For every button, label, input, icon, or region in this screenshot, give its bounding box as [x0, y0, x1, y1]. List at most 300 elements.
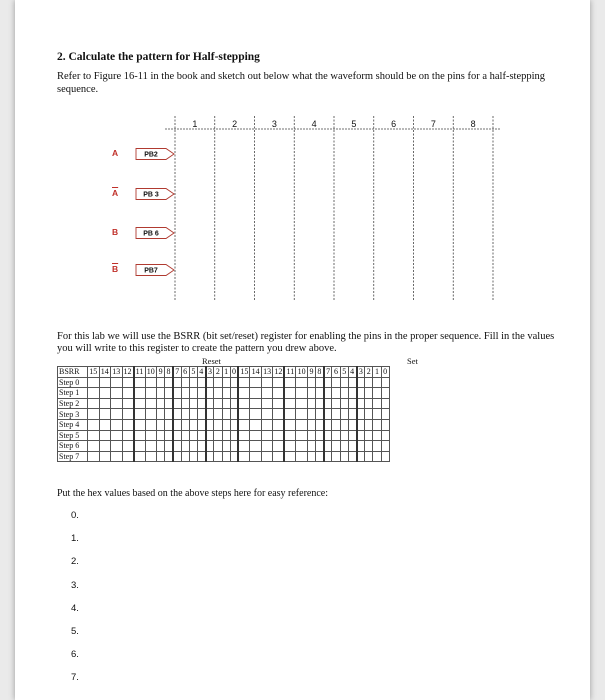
- bsrr-bit-cell[interactable]: [373, 377, 381, 388]
- bsrr-bit-cell[interactable]: [261, 377, 273, 388]
- bsrr-bit-cell[interactable]: [365, 419, 373, 430]
- bsrr-bit-cell[interactable]: [340, 419, 348, 430]
- bsrr-bit-cell[interactable]: [206, 451, 214, 462]
- bsrr-bit-cell[interactable]: [157, 377, 165, 388]
- timing-column-number: 6: [391, 119, 397, 129]
- bsrr-bit-cell[interactable]: [145, 441, 157, 452]
- bsrr-bit-cell[interactable]: [316, 398, 324, 409]
- bsrr-bit-cell[interactable]: [340, 377, 348, 388]
- bsrr-bit-cell[interactable]: [296, 388, 308, 399]
- bsrr-bit-cell[interactable]: [238, 398, 250, 409]
- bsrr-bit-header: 5: [189, 367, 197, 378]
- bsrr-bit-cell[interactable]: [261, 441, 273, 452]
- bsrr-bit-cell[interactable]: [381, 398, 389, 409]
- bsrr-bit-cell[interactable]: [197, 430, 205, 441]
- bsrr-bit-cell[interactable]: [214, 430, 222, 441]
- bsrr-bit-cell[interactable]: [173, 398, 181, 409]
- bsrr-bit-header: 4: [197, 367, 205, 378]
- bsrr-bit-cell[interactable]: [165, 388, 173, 399]
- bsrr-bit-cell[interactable]: [316, 441, 324, 452]
- bsrr-bit-cell[interactable]: [230, 419, 238, 430]
- bsrr-bit-header: 11: [134, 367, 146, 378]
- bsrr-bit-cell[interactable]: [134, 377, 146, 388]
- bsrr-bit-cell[interactable]: [296, 441, 308, 452]
- bsrr-bit-cell[interactable]: [111, 409, 123, 420]
- bsrr-bit-header: 3: [357, 367, 365, 378]
- bsrr-bit-cell[interactable]: [206, 409, 214, 420]
- hex-list: [71, 510, 79, 696]
- bsrr-description: For this lab we will use the BSRR (bit set/reset) register for enabling the pins in the proper sequence. Fill in the values you will write to this register to create the pattern you drew above.: [57, 331, 555, 354]
- bsrr-bit-cell[interactable]: [340, 441, 348, 452]
- bsrr-bit-cell[interactable]: [373, 388, 381, 399]
- bsrr-bit-cell[interactable]: [222, 398, 230, 409]
- bsrr-bit-cell[interactable]: [230, 451, 238, 462]
- bsrr-bit-cell[interactable]: [111, 430, 123, 441]
- bsrr-bit-cell[interactable]: [122, 419, 134, 430]
- bsrr-bit-cell[interactable]: [189, 441, 197, 452]
- bsrr-bit-cell[interactable]: [206, 441, 214, 452]
- bsrr-bit-cell[interactable]: [88, 430, 100, 441]
- bsrr-bit-cell[interactable]: [181, 441, 189, 452]
- bsrr-bit-cell[interactable]: [324, 430, 332, 441]
- bsrr-bit-cell[interactable]: [230, 377, 238, 388]
- bsrr-bit-cell[interactable]: [332, 398, 340, 409]
- bsrr-bit-cell[interactable]: [238, 430, 250, 441]
- bsrr-bit-cell[interactable]: [250, 451, 262, 462]
- hex-list-item: 7.: [71, 672, 79, 684]
- bsrr-bit-cell[interactable]: [122, 451, 134, 462]
- bsrr-bit-cell[interactable]: [365, 398, 373, 409]
- bsrr-bit-cell[interactable]: [181, 430, 189, 441]
- bsrr-bit-cell[interactable]: [189, 377, 197, 388]
- bsrr-bit-cell[interactable]: [99, 451, 111, 462]
- bsrr-bit-cell[interactable]: [230, 398, 238, 409]
- bsrr-step-row: [58, 388, 390, 399]
- bsrr-bit-cell[interactable]: [348, 430, 356, 441]
- bsrr-bit-cell[interactable]: [284, 388, 296, 399]
- bsrr-bit-cell[interactable]: [145, 377, 157, 388]
- bsrr-bit-header: 14: [251, 367, 260, 377]
- bsrr-bit-cell[interactable]: [284, 430, 296, 441]
- bsrr-bit-cell[interactable]: [357, 388, 365, 399]
- bsrr-corner-label: BSRR: [58, 367, 88, 378]
- bsrr-bit-cell[interactable]: [316, 451, 324, 462]
- bsrr-bit-cell[interactable]: [348, 377, 356, 388]
- bsrr-bit-cell[interactable]: [122, 398, 134, 409]
- bsrr-bit-cell[interactable]: [238, 441, 250, 452]
- bsrr-bit-cell[interactable]: [373, 451, 381, 462]
- bsrr-bit-cell[interactable]: [99, 377, 111, 388]
- bsrr-bit-cell[interactable]: [273, 430, 285, 441]
- bsrr-bit-cell[interactable]: [357, 430, 365, 441]
- bsrr-bit-cell[interactable]: [340, 388, 348, 399]
- bsrr-bit-header: 10: [146, 367, 155, 377]
- bsrr-bit-cell[interactable]: [165, 398, 173, 409]
- bsrr-bit-cell[interactable]: [238, 388, 250, 399]
- bsrr-bit-cell[interactable]: [273, 398, 285, 409]
- bsrr-bit-cell[interactable]: [332, 409, 340, 420]
- pin-tag-label: PB 6: [143, 230, 159, 238]
- bsrr-bit-cell[interactable]: [273, 419, 285, 430]
- bsrr-bit-cell[interactable]: [173, 388, 181, 399]
- bsrr-bit-cell[interactable]: [99, 419, 111, 430]
- bsrr-bit-cell[interactable]: [157, 419, 165, 430]
- bsrr-bit-cell[interactable]: [181, 409, 189, 420]
- bsrr-bit-cell[interactable]: [214, 409, 222, 420]
- bsrr-bit-cell[interactable]: [189, 430, 197, 441]
- bsrr-bit-cell[interactable]: [332, 388, 340, 399]
- bsrr-bit-cell[interactable]: [88, 398, 100, 409]
- bsrr-bit-header: 1: [222, 367, 230, 378]
- bsrr-bit-cell[interactable]: [332, 419, 340, 430]
- bsrr-bit-cell[interactable]: [324, 419, 332, 430]
- bsrr-bit-cell[interactable]: [222, 441, 230, 452]
- bsrr-bit-cell[interactable]: [284, 398, 296, 409]
- bsrr-bit-cell[interactable]: [157, 388, 165, 399]
- bsrr-bit-cell[interactable]: [134, 441, 146, 452]
- bsrr-bit-cell[interactable]: [222, 451, 230, 462]
- bsrr-bit-cell[interactable]: [296, 377, 308, 388]
- bsrr-bit-cell[interactable]: [348, 441, 356, 452]
- bsrr-bit-cell[interactable]: [173, 377, 181, 388]
- bsrr-bit-cell[interactable]: [250, 409, 262, 420]
- bsrr-bit-cell[interactable]: [157, 409, 165, 420]
- bsrr-bit-cell[interactable]: [197, 388, 205, 399]
- bsrr-bit-cell[interactable]: [340, 451, 348, 462]
- bsrr-bit-cell[interactable]: [365, 388, 373, 399]
- bsrr-bit-cell[interactable]: [181, 419, 189, 430]
- signal-name: A: [112, 148, 119, 158]
- bsrr-bit-cell[interactable]: [365, 409, 373, 420]
- bsrr-bit-cell[interactable]: [324, 441, 332, 452]
- bsrr-bit-cell[interactable]: [273, 451, 285, 462]
- bsrr-bit-cell[interactable]: [88, 451, 100, 462]
- bsrr-bit-cell[interactable]: [99, 430, 111, 441]
- bsrr-bit-cell[interactable]: [181, 377, 189, 388]
- bsrr-bit-cell[interactable]: [357, 419, 365, 430]
- bsrr-bit-cell[interactable]: [261, 388, 273, 399]
- bsrr-bit-cell[interactable]: [381, 419, 389, 430]
- pin-tag: [136, 228, 174, 239]
- bsrr-bit-cell[interactable]: [189, 451, 197, 462]
- bsrr-bit-cell[interactable]: [307, 419, 315, 430]
- bsrr-bit-cell[interactable]: [214, 419, 222, 430]
- bsrr-bit-cell[interactable]: [307, 377, 315, 388]
- bsrr-bit-cell[interactable]: [273, 409, 285, 420]
- bsrr-bit-cell[interactable]: [261, 409, 273, 420]
- bsrr-bit-cell[interactable]: [365, 377, 373, 388]
- bsrr-bit-cell[interactable]: [250, 419, 262, 430]
- bsrr-bit-cell[interactable]: [111, 398, 123, 409]
- bsrr-bit-cell[interactable]: [134, 398, 146, 409]
- bsrr-bit-cell[interactable]: [145, 398, 157, 409]
- bsrr-bit-cell[interactable]: [197, 377, 205, 388]
- bsrr-bit-cell[interactable]: [88, 409, 100, 420]
- bsrr-bit-cell[interactable]: [324, 451, 332, 462]
- bsrr-bit-cell[interactable]: [165, 430, 173, 441]
- bsrr-bit-cell[interactable]: [316, 419, 324, 430]
- bsrr-bit-cell[interactable]: [250, 430, 262, 441]
- bsrr-bit-cell[interactable]: [111, 419, 123, 430]
- bsrr-bit-cell[interactable]: [332, 430, 340, 441]
- bsrr-bit-cell[interactable]: [145, 451, 157, 462]
- bsrr-step-label: Step 6: [58, 441, 88, 452]
- bsrr-bit-cell[interactable]: [88, 441, 100, 452]
- bsrr-bit-cell[interactable]: [348, 451, 356, 462]
- bsrr-bit-cell[interactable]: [332, 451, 340, 462]
- bsrr-bit-cell[interactable]: [197, 398, 205, 409]
- hex-list-item: 3.: [71, 579, 79, 591]
- bsrr-bit-cell[interactable]: [324, 388, 332, 399]
- bsrr-bit-cell[interactable]: [261, 398, 273, 409]
- bsrr-bit-cell[interactable]: [250, 398, 262, 409]
- bsrr-bit-cell[interactable]: [373, 409, 381, 420]
- bsrr-bit-cell[interactable]: [381, 377, 389, 388]
- bsrr-step-label: Step 3: [58, 409, 88, 420]
- bsrr-bit-cell[interactable]: [273, 441, 285, 452]
- bsrr-bit-cell[interactable]: [238, 451, 250, 462]
- bsrr-bit-cell[interactable]: [206, 398, 214, 409]
- bsrr-bit-cell[interactable]: [307, 430, 315, 441]
- bsrr-bit-header: 4: [348, 367, 356, 378]
- bsrr-bit-cell[interactable]: [145, 419, 157, 430]
- bsrr-bit-header: 5: [340, 367, 348, 378]
- bsrr-bit-cell[interactable]: [324, 377, 332, 388]
- bsrr-bit-cell[interactable]: [357, 451, 365, 462]
- bsrr-bit-cell[interactable]: [122, 430, 134, 441]
- bsrr-bit-cell[interactable]: [261, 430, 273, 441]
- bsrr-bit-cell[interactable]: [365, 451, 373, 462]
- bsrr-bit-cell[interactable]: [296, 409, 308, 420]
- bsrr-bit-cell[interactable]: [222, 430, 230, 441]
- bsrr-bit-cell[interactable]: [307, 398, 315, 409]
- bsrr-step-label: Step 2: [58, 398, 88, 409]
- bsrr-bit-header: 6: [181, 367, 189, 378]
- bsrr-bit-cell[interactable]: [206, 419, 214, 430]
- bsrr-bit-cell[interactable]: [284, 409, 296, 420]
- bsrr-bit-cell[interactable]: [181, 398, 189, 409]
- bsrr-bit-cell[interactable]: [357, 377, 365, 388]
- bsrr-bit-cell[interactable]: [157, 398, 165, 409]
- bsrr-bit-cell[interactable]: [145, 388, 157, 399]
- bsrr-bit-cell[interactable]: [145, 430, 157, 441]
- bsrr-bit-cell[interactable]: [365, 430, 373, 441]
- bsrr-bit-cell[interactable]: [296, 419, 308, 430]
- hex-list-item: 1.: [71, 533, 79, 545]
- bsrr-bit-cell[interactable]: [197, 441, 205, 452]
- bsrr-bit-header: 2: [214, 367, 222, 378]
- bsrr-bit-cell[interactable]: [173, 441, 181, 452]
- bsrr-bit-cell[interactable]: [307, 451, 315, 462]
- bsrr-bit-cell[interactable]: [189, 398, 197, 409]
- pin-tag-label: PB 3: [143, 191, 159, 199]
- bsrr-bit-cell[interactable]: [348, 398, 356, 409]
- timing-column-number: 2: [232, 119, 238, 129]
- bsrr-bit-cell[interactable]: [111, 441, 123, 452]
- pin-tag-label: PB7: [144, 267, 158, 275]
- bsrr-bit-cell[interactable]: [88, 419, 100, 430]
- bsrr-bit-cell[interactable]: [99, 441, 111, 452]
- bsrr-bit-cell[interactable]: [134, 388, 146, 399]
- bsrr-bit-cell[interactable]: [111, 388, 123, 399]
- bsrr-bit-cell[interactable]: [324, 409, 332, 420]
- bsrr-bit-cell[interactable]: [273, 388, 285, 399]
- bsrr-bit-header: 8: [165, 367, 173, 378]
- bsrr-bit-header: 14: [100, 367, 109, 377]
- bsrr-bit-cell[interactable]: [284, 377, 296, 388]
- bsrr-bit-cell[interactable]: [348, 419, 356, 430]
- bsrr-bit-cell[interactable]: [230, 441, 238, 452]
- timing-column-number: 1: [192, 119, 198, 129]
- bsrr-bit-cell[interactable]: [145, 409, 157, 420]
- bsrr-bit-cell[interactable]: [230, 388, 238, 399]
- bsrr-bit-cell[interactable]: [307, 409, 315, 420]
- bsrr-bit-cell[interactable]: [222, 377, 230, 388]
- bsrr-bit-cell[interactable]: [316, 409, 324, 420]
- bsrr-bit-cell[interactable]: [348, 409, 356, 420]
- bsrr-bit-cell[interactable]: [173, 419, 181, 430]
- bsrr-bit-cell[interactable]: [165, 409, 173, 420]
- bsrr-bit-cell[interactable]: [381, 409, 389, 420]
- bsrr-bit-cell[interactable]: [214, 441, 222, 452]
- bsrr-bit-cell[interactable]: [250, 377, 262, 388]
- bsrr-bit-cell[interactable]: [181, 451, 189, 462]
- bsrr-bit-cell[interactable]: [307, 388, 315, 399]
- bsrr-bit-cell[interactable]: [99, 409, 111, 420]
- bsrr-bit-cell[interactable]: [214, 388, 222, 399]
- bsrr-bit-cell[interactable]: [373, 398, 381, 409]
- bsrr-bit-cell[interactable]: [197, 409, 205, 420]
- bsrr-bit-cell[interactable]: [340, 398, 348, 409]
- bsrr-bit-cell[interactable]: [134, 409, 146, 420]
- bsrr-bit-header: 15: [240, 367, 249, 377]
- bsrr-bit-cell[interactable]: [173, 430, 181, 441]
- bsrr-bit-header: 12: [274, 367, 283, 377]
- bsrr-bit-cell[interactable]: [214, 377, 222, 388]
- bsrr-bit-header: 2: [365, 367, 373, 378]
- bsrr-bit-cell[interactable]: [373, 430, 381, 441]
- bsrr-bit-cell[interactable]: [134, 451, 146, 462]
- bsrr-bit-cell[interactable]: [348, 388, 356, 399]
- bsrr-bit-cell[interactable]: [134, 430, 146, 441]
- bsrr-bit-cell[interactable]: [222, 388, 230, 399]
- bsrr-bit-cell[interactable]: [316, 388, 324, 399]
- bsrr-step-row: [58, 451, 390, 462]
- bsrr-bit-cell[interactable]: [197, 451, 205, 462]
- bsrr-bit-cell[interactable]: [111, 451, 123, 462]
- bsrr-bit-cell[interactable]: [332, 377, 340, 388]
- bsrr-bit-cell[interactable]: [250, 388, 262, 399]
- bsrr-bit-cell[interactable]: [206, 388, 214, 399]
- bsrr-bit-cell[interactable]: [122, 388, 134, 399]
- bsrr-bit-cell[interactable]: [157, 451, 165, 462]
- bsrr-bit-cell[interactable]: [284, 451, 296, 462]
- timing-column-number: 3: [271, 119, 277, 129]
- bsrr-bit-cell[interactable]: [230, 430, 238, 441]
- bsrr-bit-cell[interactable]: [111, 377, 123, 388]
- bsrr-bit-cell[interactable]: [381, 388, 389, 399]
- bsrr-bit-cell[interactable]: [357, 441, 365, 452]
- bsrr-bit-cell[interactable]: [296, 451, 308, 462]
- bsrr-bit-cell[interactable]: [88, 388, 100, 399]
- bsrr-bit-cell[interactable]: [238, 409, 250, 420]
- bsrr-bit-cell[interactable]: [214, 398, 222, 409]
- bsrr-bit-cell[interactable]: [122, 409, 134, 420]
- bsrr-bit-cell[interactable]: [381, 441, 389, 452]
- bsrr-bit-cell[interactable]: [189, 409, 197, 420]
- bsrr-bit-cell[interactable]: [206, 430, 214, 441]
- bsrr-bit-cell[interactable]: [238, 377, 250, 388]
- bsrr-bit-cell[interactable]: [357, 398, 365, 409]
- hex-list-item: 2.: [71, 556, 79, 568]
- hex-list-item: 0.: [71, 510, 79, 521]
- timing-column-number: 5: [351, 119, 357, 129]
- bsrr-bit-cell[interactable]: [373, 441, 381, 452]
- bsrr-bit-cell[interactable]: [173, 409, 181, 420]
- bsrr-bit-cell[interactable]: [340, 409, 348, 420]
- bsrr-bit-cell[interactable]: [381, 451, 389, 462]
- bsrr-bit-cell[interactable]: [173, 451, 181, 462]
- bsrr-bit-cell[interactable]: [381, 430, 389, 441]
- bsrr-bit-cell[interactable]: [273, 377, 285, 388]
- bsrr-bit-cell[interactable]: [122, 377, 134, 388]
- bsrr-bit-cell[interactable]: [365, 441, 373, 452]
- bsrr-bit-cell[interactable]: [197, 419, 205, 430]
- bsrr-bit-cell[interactable]: [99, 398, 111, 409]
- bsrr-bit-cell[interactable]: [296, 398, 308, 409]
- bsrr-bit-cell[interactable]: [189, 388, 197, 399]
- bsrr-bit-cell[interactable]: [165, 377, 173, 388]
- bsrr-bit-cell[interactable]: [230, 409, 238, 420]
- bsrr-bit-cell[interactable]: [307, 441, 315, 452]
- bsrr-bit-cell[interactable]: [222, 419, 230, 430]
- bsrr-bit-cell[interactable]: [134, 419, 146, 430]
- bsrr-step-label: Step 5: [58, 430, 88, 441]
- bsrr-bit-cell[interactable]: [222, 409, 230, 420]
- bsrr-bit-cell[interactable]: [157, 430, 165, 441]
- bsrr-bit-cell[interactable]: [296, 430, 308, 441]
- bsrr-bit-cell[interactable]: [206, 377, 214, 388]
- bsrr-bit-cell[interactable]: [214, 451, 222, 462]
- bsrr-bit-cell[interactable]: [165, 419, 173, 430]
- bsrr-bit-cell[interactable]: [165, 441, 173, 452]
- bsrr-bit-cell[interactable]: [238, 419, 250, 430]
- bsrr-bit-cell[interactable]: [250, 441, 262, 452]
- bsrr-bit-cell[interactable]: [332, 441, 340, 452]
- bsrr-bit-cell[interactable]: [165, 451, 173, 462]
- bsrr-bit-cell[interactable]: [357, 409, 365, 420]
- bsrr-bit-header: 11: [284, 367, 296, 378]
- bsrr-bit-cell[interactable]: [122, 441, 134, 452]
- bsrr-bit-cell[interactable]: [373, 419, 381, 430]
- bsrr-bit-cell[interactable]: [157, 441, 165, 452]
- bsrr-bit-cell[interactable]: [284, 419, 296, 430]
- timing-column-number: 7: [430, 119, 436, 129]
- bsrr-bit-cell[interactable]: [181, 388, 189, 399]
- bsrr-bit-cell[interactable]: [340, 430, 348, 441]
- bsrr-bit-cell[interactable]: [316, 377, 324, 388]
- bsrr-bit-cell[interactable]: [324, 398, 332, 409]
- bsrr-bit-cell[interactable]: [261, 419, 273, 430]
- bsrr-bit-cell[interactable]: [99, 388, 111, 399]
- bsrr-bit-cell[interactable]: [261, 451, 273, 462]
- bsrr-bit-cell[interactable]: [189, 419, 197, 430]
- bsrr-bit-cell[interactable]: [284, 441, 296, 452]
- bsrr-step-label: Step 4: [58, 419, 88, 430]
- bsrr-bit-cell[interactable]: [316, 430, 324, 441]
- section-heading: 2. Calculate the pattern for Half-stepping: [57, 51, 260, 63]
- bsrr-bit-cell[interactable]: [88, 377, 100, 388]
